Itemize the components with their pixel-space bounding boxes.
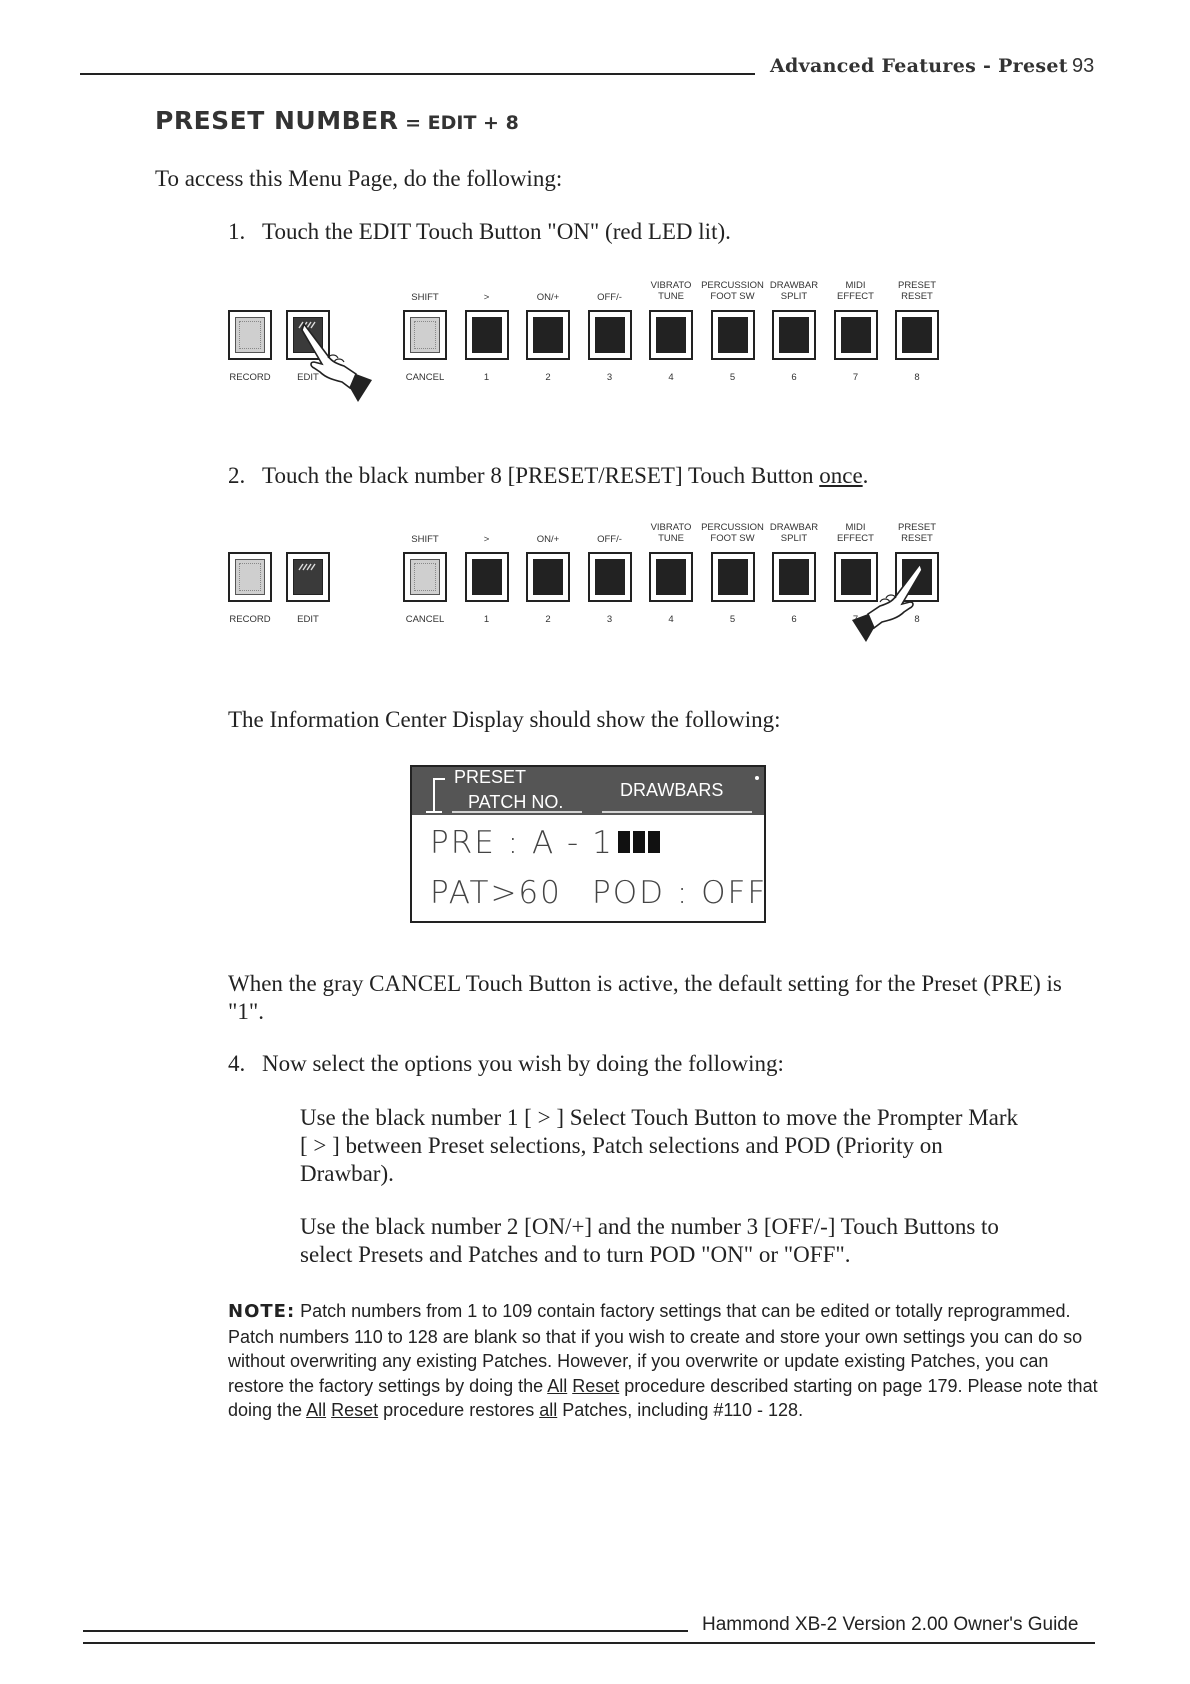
button-face [410, 559, 440, 595]
button-face [595, 559, 625, 595]
note-all-2: All [306, 1400, 327, 1420]
button-top-label: ON/+ [536, 292, 560, 303]
display-line-1 [430, 825, 660, 861]
note-reset-1: Reset [572, 1375, 620, 1396]
number-7-touch-button[interactable] [834, 310, 878, 360]
step-1-text: Touch the EDIT Touch Button "ON" (red LED lit). [262, 219, 731, 244]
number-4-touch-button[interactable] [649, 552, 693, 602]
button-top-label: ON/+ [536, 534, 560, 545]
display-block-cursor [618, 825, 660, 861]
led-stripes-icon [297, 562, 317, 572]
button-face [718, 317, 748, 353]
note-text-3: procedure restores [378, 1400, 540, 1420]
button-face [472, 317, 502, 353]
record-button-face [235, 317, 265, 353]
title-main: PRESET NUMBER [155, 106, 399, 135]
page-title [155, 106, 519, 135]
button-face [656, 317, 686, 353]
button-top-label: PERCUSSION FOOT SW [701, 280, 764, 302]
step-1-number: 1. [228, 219, 246, 244]
button-top-label: MIDI EFFECT [837, 280, 874, 302]
header-section-title: Advanced Features - Preset [770, 55, 1068, 77]
step-2-text-underlined: once [819, 463, 863, 488]
button-bottom-label: 1 [483, 614, 490, 625]
record-label: RECORD [229, 614, 271, 625]
button-top-label: SHIFT [411, 292, 439, 303]
footer-rule-long [83, 1642, 1095, 1644]
information-center-display [410, 765, 766, 923]
number-5-touch-button[interactable] [711, 310, 755, 360]
display-header-preset: PRESET [454, 767, 527, 787]
button-top-label: DRAWBAR SPLIT [769, 280, 819, 302]
number-6-touch-button[interactable] [772, 310, 816, 360]
button-panel-preset [228, 518, 948, 638]
button-face [779, 559, 809, 595]
button-face [841, 317, 871, 353]
button-face [533, 317, 563, 353]
button-face [533, 559, 563, 595]
button-bottom-label: 8 [914, 614, 920, 625]
note-text-4: Patches, including #110 - 128. [557, 1400, 804, 1420]
button-top-label: MIDI EFFECT [837, 522, 874, 544]
edit-button-face [293, 559, 323, 595]
button-bottom-label: 2 [545, 614, 551, 625]
button-top-label: > [483, 292, 490, 303]
button-bottom-label: CANCEL [405, 614, 445, 625]
record-touch-button[interactable] [228, 310, 272, 360]
button-top-label: SHIFT [411, 534, 439, 545]
button-face [779, 317, 809, 353]
button-bottom-label: 5 [729, 614, 736, 625]
button-top-label: OFF/- [597, 292, 622, 303]
button-face [472, 559, 502, 595]
button-top-label: PRESET RESET [897, 280, 936, 302]
display-intro: The Information Center Display should show the following: [228, 707, 781, 732]
record-label: RECORD [229, 372, 271, 383]
button-bottom-label: 6 [791, 372, 797, 383]
number-2-touch-button[interactable] [526, 552, 570, 602]
button-top-label: DRAWBAR SPLIT [769, 522, 819, 544]
button-bottom-label: 3 [606, 372, 613, 383]
display-header [412, 767, 764, 815]
record-touch-button[interactable] [228, 552, 272, 602]
number-5-touch-button[interactable] [711, 552, 755, 602]
button-bottom-label: 3 [606, 614, 613, 625]
button-face [718, 559, 748, 595]
pointing-hand-icon [298, 318, 378, 408]
number-6-touch-button[interactable] [772, 552, 816, 602]
note-label: NOTE: [228, 1301, 296, 1322]
step-2-text [262, 462, 868, 490]
sub-instruction-1: Use the black number 1 [ > ] Select Touch Button to move the Prompter Mark [ > ] between Preset selections, Patch selections and POD (Priority on Drawbar). [300, 1105, 1019, 1186]
footer-rule-short [83, 1630, 688, 1632]
button-bottom-label: 8 [914, 372, 920, 383]
button-bottom-label: 6 [791, 614, 797, 625]
button-top-label: PRESET RESET [897, 522, 936, 544]
button-bottom-label: CANCEL [405, 372, 445, 383]
edit-label: EDIT [297, 614, 319, 625]
display-line-1-text: PRE : A - 1 [430, 825, 614, 861]
button-top-label: OFF/- [597, 534, 622, 545]
cancel-note: When the gray CANCEL Touch Button is active, the default setting for the Preset (PRE) is "1". [228, 971, 1062, 1024]
number-1-touch-button[interactable] [465, 552, 509, 602]
number-1-touch-button[interactable] [465, 310, 509, 360]
page-number: 93 [1072, 55, 1095, 77]
button-face [902, 317, 932, 353]
cancel-touch-button[interactable] [403, 552, 447, 602]
button-bottom-label: 4 [668, 372, 674, 383]
display-header-patch: PATCH NO. [468, 792, 564, 812]
button-panel-edit [228, 276, 948, 396]
edit-label: EDIT [297, 372, 319, 383]
button-bottom-label: 7 [852, 372, 859, 383]
button-top-label: PERCUSSION FOOT SW [701, 522, 764, 544]
button-top-label: > [483, 534, 490, 545]
title-shortcut: = EDIT + 8 [398, 112, 519, 134]
button-top-label: VIBRATO TUNE [650, 522, 692, 544]
number-3-touch-button[interactable] [588, 310, 632, 360]
record-button-face [235, 559, 265, 595]
display-header-drawbars: DRAWBARS [620, 780, 724, 800]
button-bottom-label: 2 [545, 372, 551, 383]
number-8-touch-button[interactable] [895, 310, 939, 360]
step-2-text-c: . [862, 463, 869, 488]
button-face [595, 317, 625, 353]
note-all-1: All [547, 1375, 568, 1396]
display-line-2-left: PAT>60 [430, 875, 562, 911]
number-3-touch-button[interactable] [588, 552, 632, 602]
step-4-text: Now select the options you wish by doing the following: [262, 1051, 784, 1076]
note-reset-2: Reset [331, 1400, 379, 1420]
edit-touch-button[interactable] [286, 552, 330, 602]
footer-text: Hammond XB-2 Version 2.00 Owner's Guide [702, 1614, 1079, 1635]
button-bottom-label: 5 [729, 372, 736, 383]
button-top-label: VIBRATO TUNE [650, 280, 692, 302]
note-text-2: procedure described starting on page 179. Please note that doing the [228, 1375, 1098, 1420]
note-text-1: Patch numbers from 1 to 109 contain factory settings that can be edited or totally reprogrammed. Patch numbers 110 to 128 are blank so that if you wish to create and store your own settings you can do so without overwriting any existing Patches. However, if you overwrite or update existing Patches, you can restore the factory settings by doing the [228, 1301, 1083, 1396]
number-2-touch-button[interactable] [526, 310, 570, 360]
button-bottom-label: 4 [668, 614, 674, 625]
number-4-touch-button[interactable] [649, 310, 693, 360]
note-all-3: all [539, 1400, 558, 1420]
note-paragraph [228, 1299, 1098, 1423]
intro-text: To access this Menu Page, do the following: [155, 166, 563, 191]
step-2-number: 2. [228, 463, 246, 488]
step-2-text-a: Touch the black number 8 [PRESET/RESET] Touch Button [262, 463, 820, 488]
sub-instruction-2: Use the black number 2 [ON/+] and the number 3 [OFF/-] Touch Buttons to select Presets and Patches and to turn POD "ON" or "OFF". [300, 1214, 999, 1267]
button-bottom-label: 1 [483, 372, 490, 383]
display-line-2-right: POD : OFF [592, 875, 768, 911]
button-face [656, 559, 686, 595]
cancel-touch-button[interactable] [403, 310, 447, 360]
header-rule [80, 73, 755, 75]
button-face [410, 317, 440, 353]
step-4-number: 4. [228, 1051, 246, 1076]
pointing-hand-icon [846, 558, 926, 648]
